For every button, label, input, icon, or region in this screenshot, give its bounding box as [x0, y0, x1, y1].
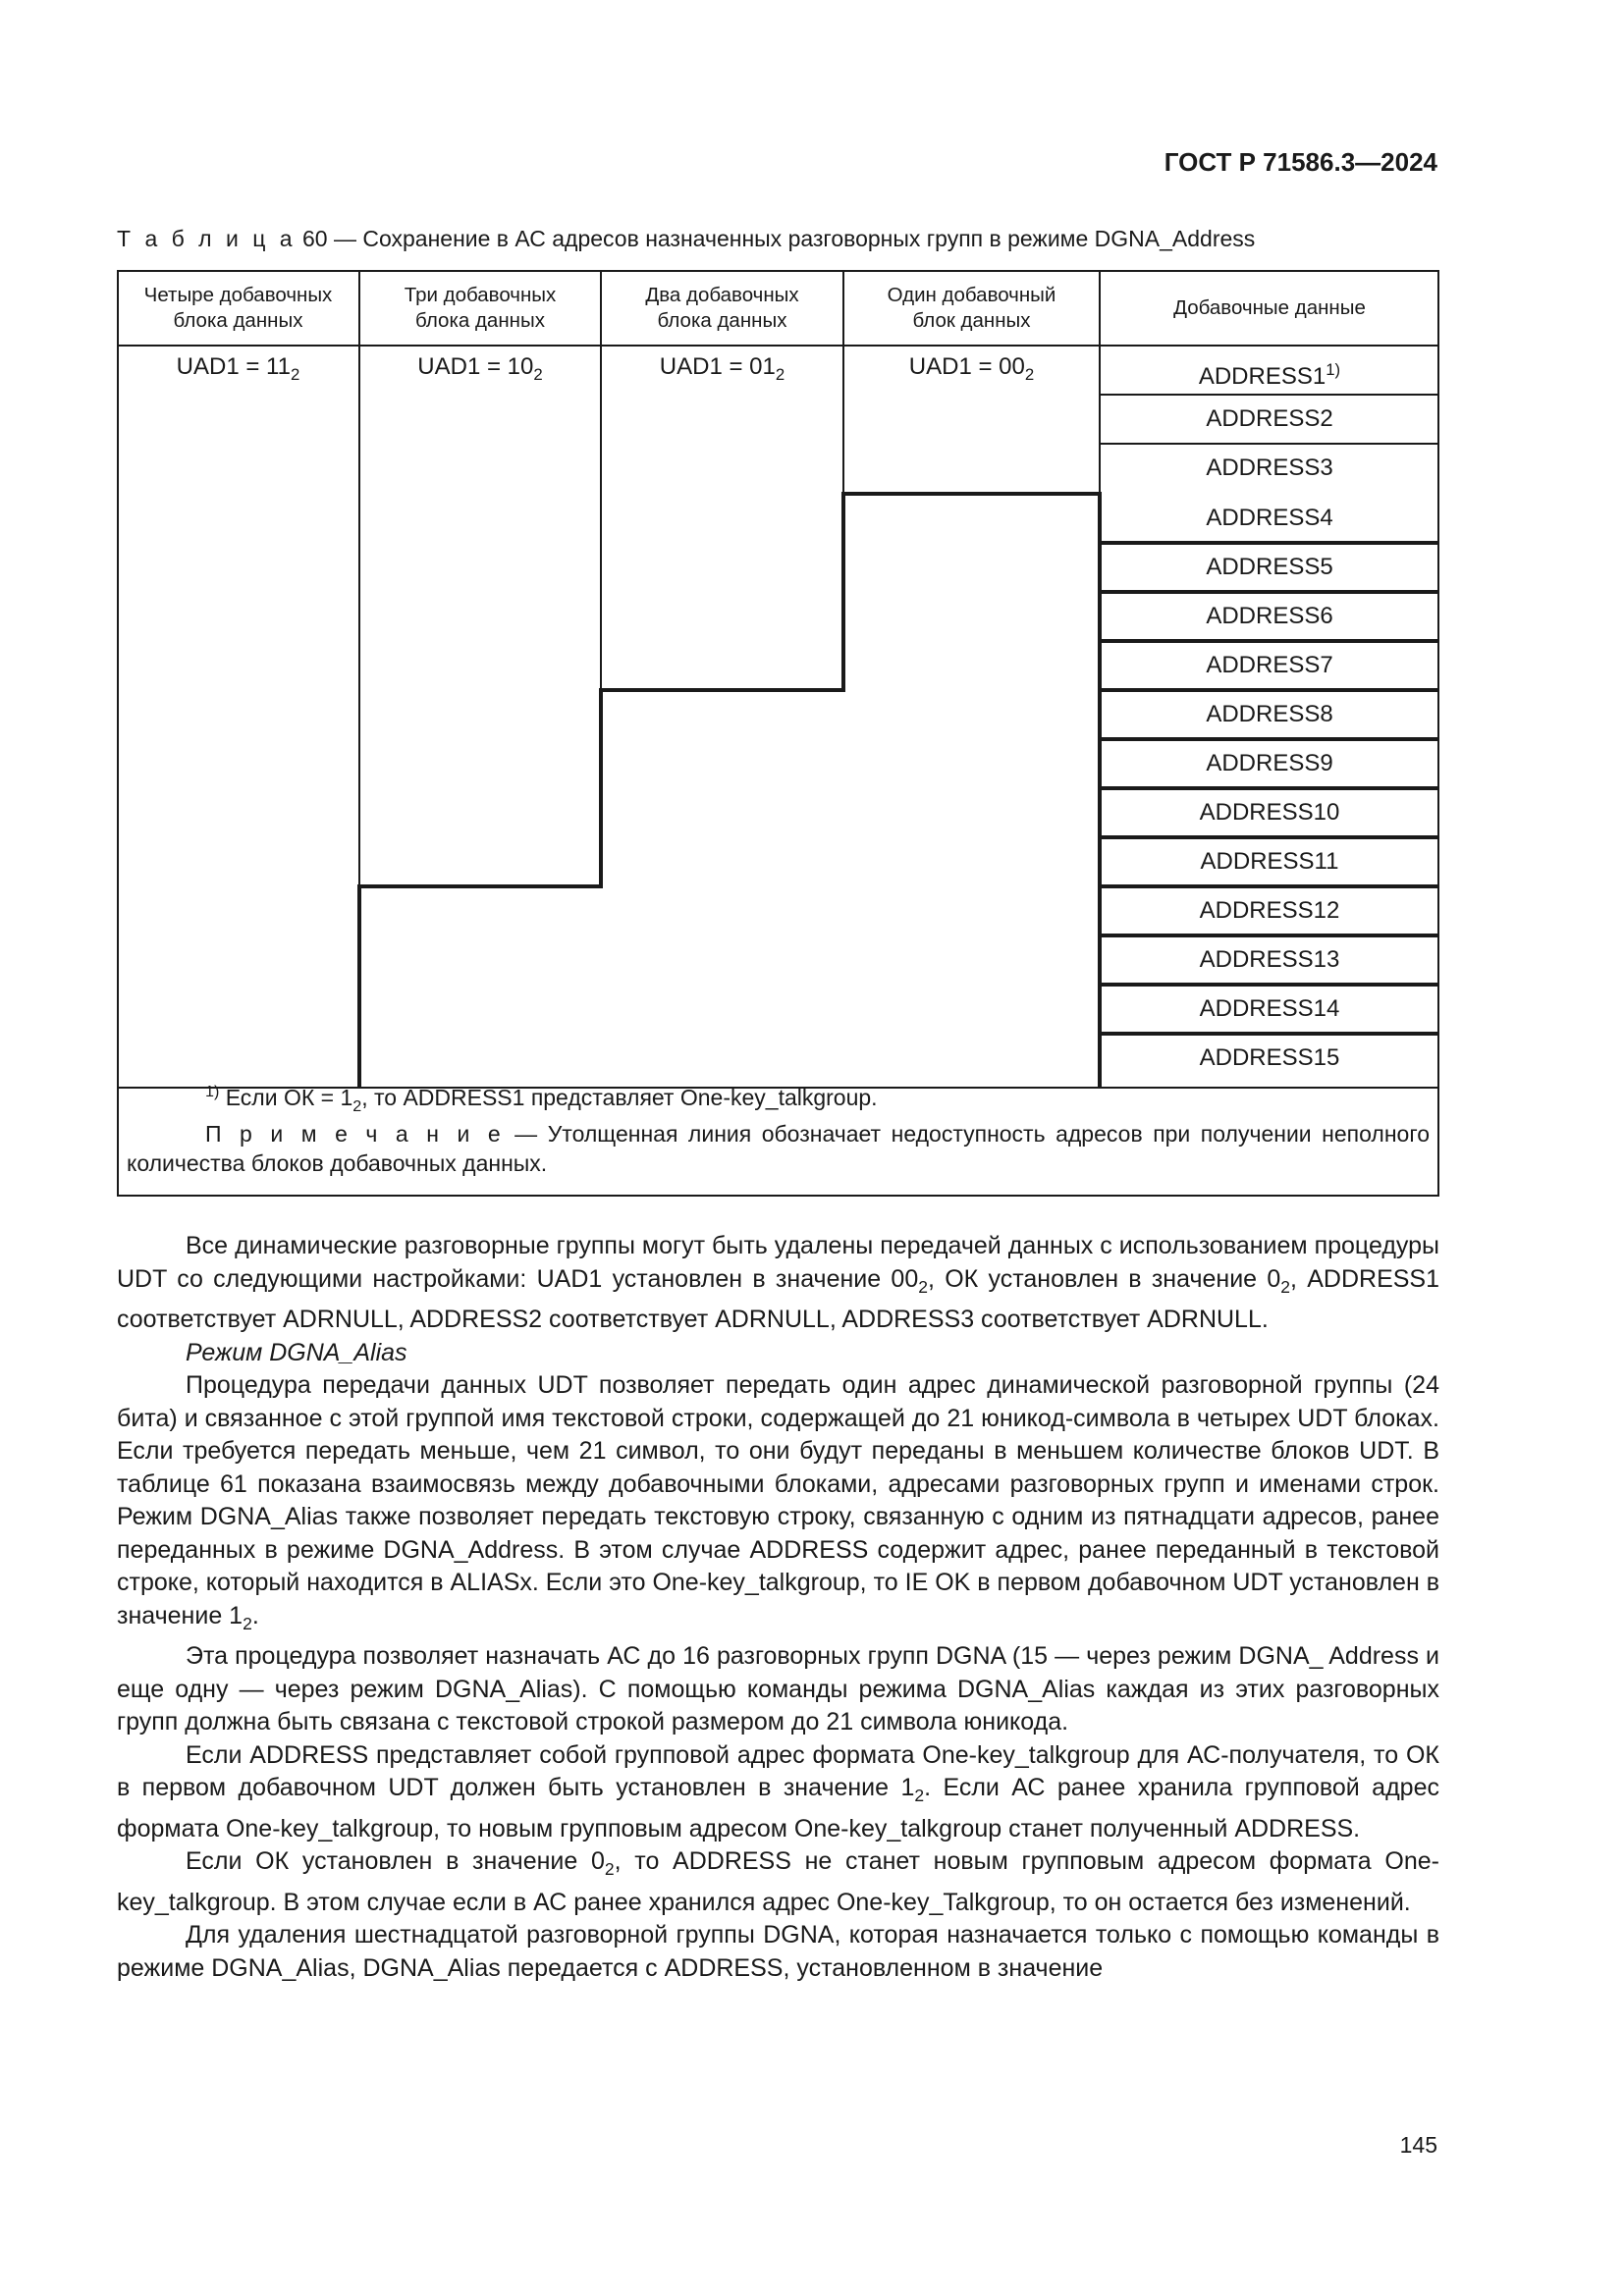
uad-value: $UAD1 = 10_2$	[417, 353, 543, 384]
table-caption	[117, 226, 1255, 252]
address-cell: ADDRESS2	[1206, 405, 1333, 432]
paragraph: Для удаления шестнадцатой разговорной группы DGNA, которая назначается только с помощью команды в режиме DGNA_Alias, DGNA_Alias передается с ADDRESS, установленном в значение	[117, 1921, 1439, 1982]
address-cell: ADDRESS4	[1206, 505, 1333, 531]
uad-value: $UAD1 = 00_2$	[908, 353, 1035, 384]
column-header-line: Добавочные данные	[1173, 295, 1366, 319]
body-text	[117, 1230, 1439, 1985]
address-cell: ADDRESS8	[1206, 701, 1333, 727]
column-header	[359, 270, 601, 346]
section-heading: Режим DGNA_Alias	[186, 1338, 407, 1366]
column-header	[117, 270, 359, 346]
note-label: П р и м е ч а н и е	[205, 1121, 505, 1147]
column-header-line: Два добавочных	[645, 283, 799, 306]
address-cell: ADDRESS13	[1199, 946, 1340, 973]
address-cell: ADDRESS10	[1199, 799, 1340, 826]
address-cell: ADDRESS9	[1206, 750, 1333, 776]
address-cell: ADDRESS11	[1200, 848, 1339, 875]
address-cell: ADDRESS7	[1206, 652, 1333, 678]
table-footnote: $^{1)}$ Если ОК = $1_2$, то ADDRESS1 представляет One-key_talkgroup.	[205, 1083, 878, 1115]
address-cell: ADDRESS12	[1199, 897, 1340, 924]
address-table	[117, 270, 1439, 1197]
column-header-line: Три добавочных	[404, 283, 557, 306]
column-header-line: блок данных	[912, 308, 1031, 332]
paragraph: Если ADDRESS представляет собой групповой адрес формата One-key_talkgroup для АС-получателя, то ОК в первом добавочном UDT должен быть установлен в значение $1_2$. Если АС ранее хранила групповой адрес формата One-key_talkgroup, то новым групповым адресом One-key_talkgroup станет полученный ADDRESS.	[117, 1740, 1439, 1842]
column-header-line: блока данных	[173, 308, 303, 332]
paragraph: Все динамические разговорные группы могут быть удалены передачей данных с использованием процедуры UDT со следующими настройками: UAD1 установлен в значение $00_2$, ОК установлен в значение $0_2$, ADDRESS1 соответствует ADRNULL, ADDRESS2 соответствует ADRNULL, ADDRESS3 соответствует ADRNULL.	[117, 1232, 1439, 1333]
paragraph: Эта процедура позволяет назначать АС до 16 разговорных групп DGNA (15 — через режим DGNA_ Address и еще одну — через режим DGNA_Alias). С помощью команды режима DGNA_Alias каждая из этих разговорных групп должна быть связана с текстовой строкой размером до 21 символа юникода.	[117, 1642, 1439, 1735]
address-cell: ADDRESS1$^{1)}$	[1198, 360, 1341, 390]
column-header	[1100, 270, 1439, 346]
table-caption-label: Т а б л и ц а	[117, 226, 297, 251]
column-header-line: блока данных	[657, 308, 787, 332]
column-header-line: блока данных	[415, 308, 545, 332]
address-cell: ADDRESS15	[1199, 1044, 1340, 1071]
page-number: 145	[1399, 2132, 1437, 2158]
paragraph: Если ОК установлен в значение $0_2$, то ADDRESS не станет новым групповым адресом формата One-key_talkgroup. В этом случае если в АС ранее хранился адрес One-key_Talkgroup, то он остается без изменений.	[117, 1847, 1439, 1916]
paragraph: Процедура передачи данных UDT позволяет передать один адрес динамической разговорной группы (24 бита) и связанное с этой группой имя текстовой строки, содержащей до 21 юникод-символа в четырех UDT блоках. Если требуется передать меньше, чем 21 символ, то они будут переданы в меньшем количестве блоков UDT. В таблице 61 показана взаимосвязь между добавочными блоками, адресами разговорных групп и именами строк. Режим DGNA_Alias также позволяет передать текстовую строку, связанную с одним из пятнадцати адресов, ранее переданных в режиме DGNA_Address. В этом случае ADDRESS содержит адрес, ранее переданный в текстовой строке, который находится в ALIASx. Если это One-key_talkgroup, то IE OK в первом добавочном UDT установлен в значение $1_2$.	[117, 1371, 1439, 1633]
column-header-line: Один добавочный	[887, 283, 1056, 306]
uad-value: $UAD1 = 11_2$	[176, 353, 300, 384]
column-header	[843, 270, 1100, 346]
address-cell: ADDRESS3	[1206, 454, 1333, 481]
note-text: — Утолщенная линия обозначает недоступность адресов при получении неполного количества блоков добавочных данных.	[127, 1121, 1430, 1176]
address-cell: ADDRESS6	[1206, 603, 1333, 629]
uad-value: $UAD1 = 01_2$	[659, 353, 785, 384]
document-id: ГОСТ Р 71586.3—2024	[1164, 147, 1437, 177]
table-note	[127, 1119, 1430, 1178]
table-caption-text: 60 — Сохранение в АС адресов назначенных разговорных групп в режиме DGNA_Address	[296, 226, 1256, 251]
column-header	[601, 270, 843, 346]
address-cell: ADDRESS5	[1206, 554, 1333, 580]
column-header-line: Четыре добавочных	[143, 283, 333, 306]
address-cell: ADDRESS14	[1199, 995, 1340, 1022]
